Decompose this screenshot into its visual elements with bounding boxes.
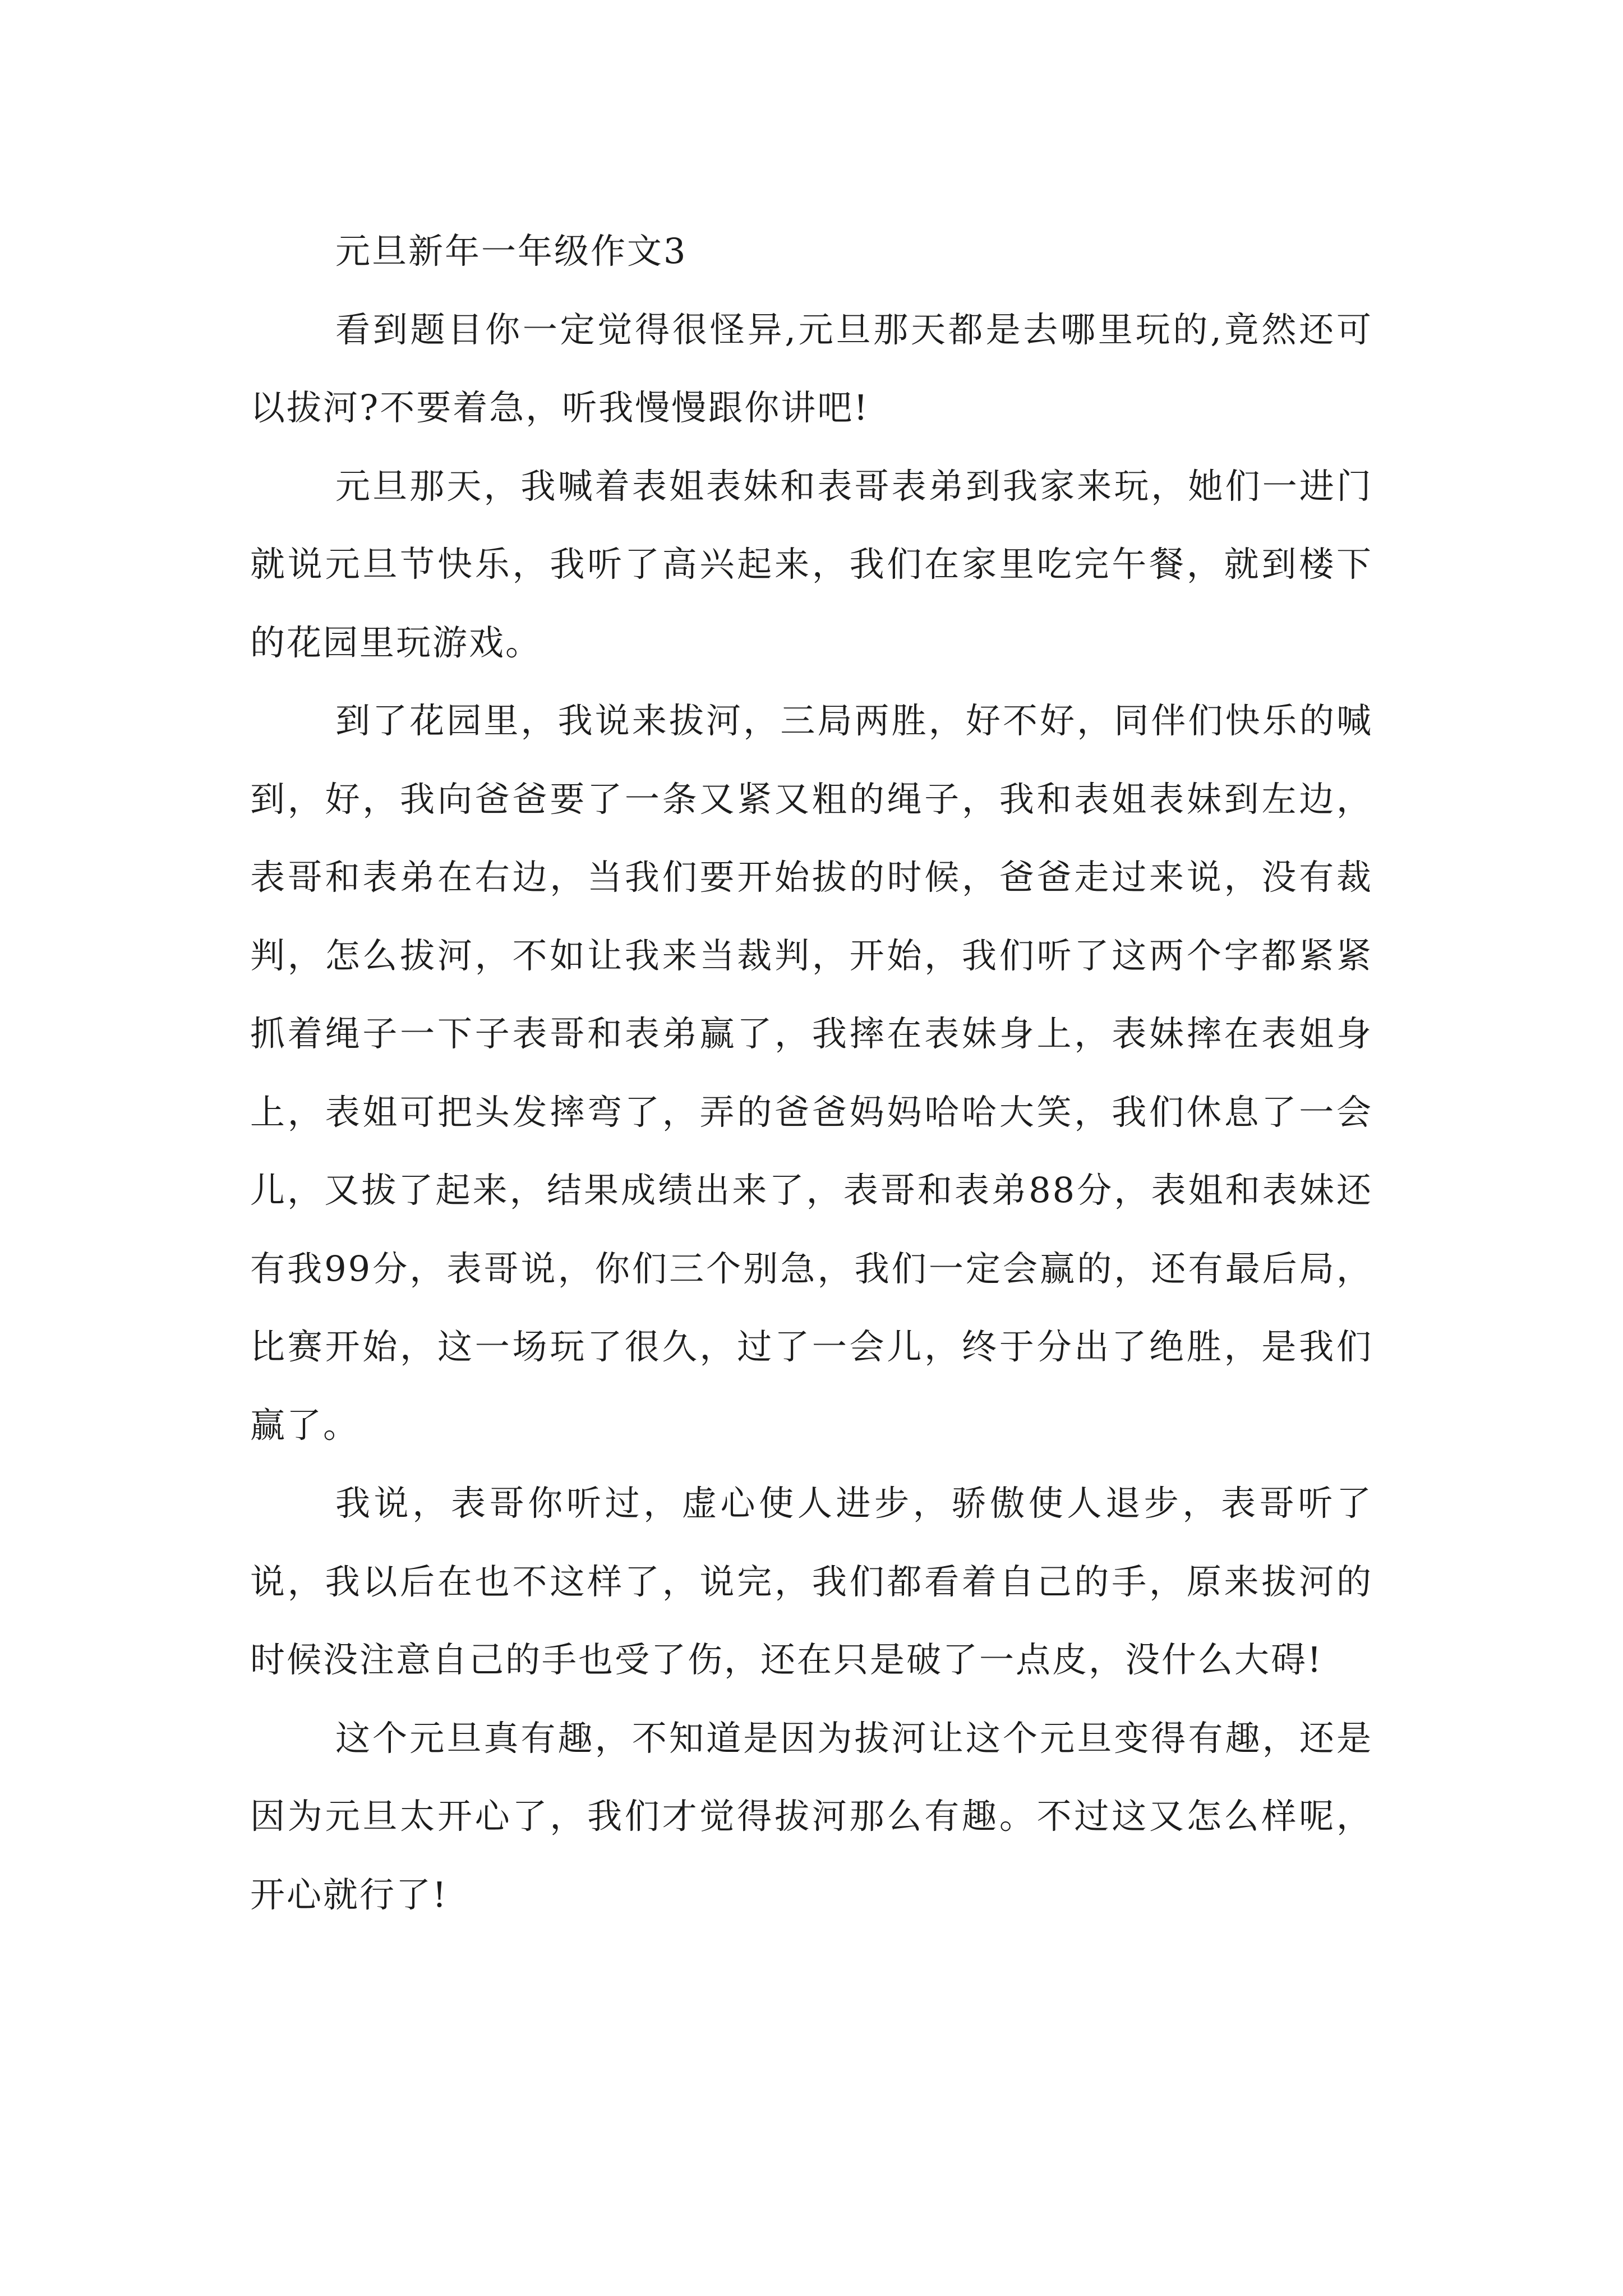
paragraph-5: 这个元旦真有趣，不知道是因为拔河让这个元旦变得有趣，还是因为元旦太开心了，我们才觉得拔河那么有趣。不过这又怎么样呢，开心就行了!	[250, 1717, 1373, 1915]
paragraph-1: 看到题目你一定觉得很怪异,元旦那天都是去哪里玩的,竟然还可以拔河?不要着急，听我慢慢跟你讲吧!	[250, 309, 1373, 428]
document-title: 元旦新年一年级作文3	[335, 231, 688, 272]
document-body	[250, 212, 1373, 1934]
paragraph-2: 元旦那天，我喊着表姐表妹和表哥表弟到我家来玩，她们一进门就说元旦节快乐，我听了高兴起来，我们在家里吃完午餐，就到楼下的花园里玩游戏。	[250, 465, 1373, 663]
paragraph-3: 到了花园里，我说来拔河，三局两胜，好不好，同伴们快乐的喊到，好，我向爸爸要了一条又紧又粗的绳子，我和表姐表妹到左边，表哥和表弟在右边，当我们要开始拔的时候，爸爸走过来说，没有裁判，怎么拔河，不如让我来当裁判，开始，我们听了这两个字都紧紧抓着绳子一下子表哥和表弟赢了，我摔在表妹身上，表妹摔在表姐身上，表姐可把头发摔弯了，弄的爸爸妈妈哈哈大笑，我们休息了一会儿，又拔了起来，结果成绩出来了，表哥和表弟88分，表姐和表妹还有我99分，表哥说，你们三个别急，我们一定会赢的，还有最后局，比赛开始，这一场玩了很久，过了一会儿，终于分出了绝胜，是我们赢了。	[250, 700, 1373, 1446]
paragraph-4: 我说，表哥你听过，虚心使人进步，骄傲使人退步，表哥听了说，我以后在也不这样了，说完，我们都看着自己的手，原来拔河的时候没注意自己的手也受了伤，还在只是破了一点皮，没什么大碍!	[250, 1483, 1373, 1680]
